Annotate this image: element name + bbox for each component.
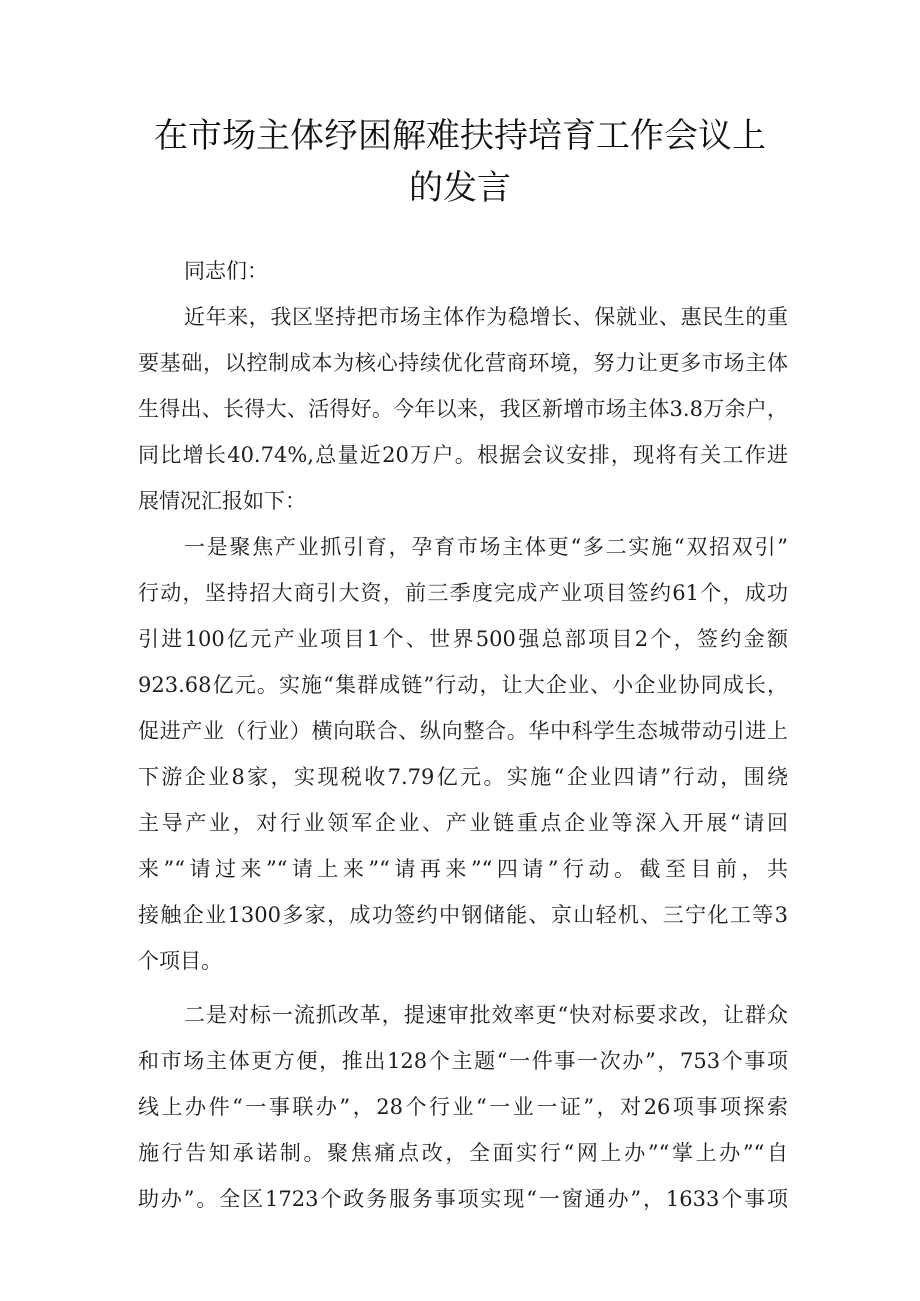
paragraph-line: 一是聚焦产业抓引育，孕育市场主体更“多二实施“双招双引”: [184, 535, 788, 559]
paragraph-line: 线上办件“一事联办”，28个行业“一业一证”，对26项事项探索: [138, 1095, 788, 1119]
paragraph-line: 主导产业，对行业领军企业、产业链重点企业等深入开展“请回: [138, 811, 788, 835]
paragraph-intro: [138, 294, 788, 524]
paragraph-industry: [138, 524, 788, 984]
paragraph-line: 923.68亿元。实施“集群成链”行动，让大企业、小企业协同成长，: [138, 673, 788, 697]
paragraph-line: 行动，坚持招大商引大资，前三季度完成产业项目签约61个，成功: [138, 581, 788, 605]
paragraph-line: 来”“请过来”“请上来”“请再来”“四请”行动。截至目前，共: [138, 857, 788, 881]
paragraph-line: 生得出、长得大、活得好。今年以来，我区新增市场主体3.8万余户，: [138, 397, 788, 421]
document-title: [120, 110, 800, 214]
paragraph-line: 接触企业1300多家，成功签约中钢储能、京山轻机、三宁化工等3: [138, 903, 788, 927]
paragraph-line: 要基础，以控制成本为核心持续优化营商环境，努力让更多市场主体: [138, 351, 788, 375]
salutation: 同志们：: [184, 259, 268, 283]
paragraph-line: 施行告知承诺制。聚焦痛点改，全面实行“网上办”“掌上办”“自: [138, 1141, 788, 1165]
paragraph-line: 助办”。全区1723个政务服务事项实现“一窗通办”，1633个事项: [138, 1187, 788, 1211]
paragraph-line: 个项目。: [138, 949, 222, 973]
paragraph-reform: [138, 992, 788, 1222]
paragraph-line: 引进100亿元产业项目1个、世界500强总部项目2个，签约金额: [138, 627, 788, 651]
paragraph-line: 展情况汇报如下：: [138, 489, 306, 513]
paragraph-line: 促进产业（行业）横向联合、纵向整合。华中科学生态城带动引进上: [138, 719, 788, 743]
title-line-1: 在市场主体纾困解难扶持培育工作会议上: [154, 116, 766, 156]
paragraph-line: 二是对标一流抓改革，提速审批效率更“快对标要求改，让群众: [184, 1003, 788, 1027]
paragraph-line: 下游企业8家，实现税收7.79亿元。实施“企业四请”行动，围绕: [138, 765, 788, 789]
paragraph-gap: [138, 984, 788, 992]
title-line-2: 的发言: [409, 168, 511, 208]
paragraph-line: 近年来，我区坚持把市场主体作为稳增长、保就业、惠民生的重: [184, 305, 788, 329]
document-body: [138, 248, 788, 1222]
paragraph-line: 同比增长40.74%,总量近20万户。根据会议安排，现将有关工作进: [138, 443, 788, 467]
paragraph-line: 和市场主体更方便，推出128个主题“一件事一次办”，753个事项: [138, 1049, 788, 1073]
